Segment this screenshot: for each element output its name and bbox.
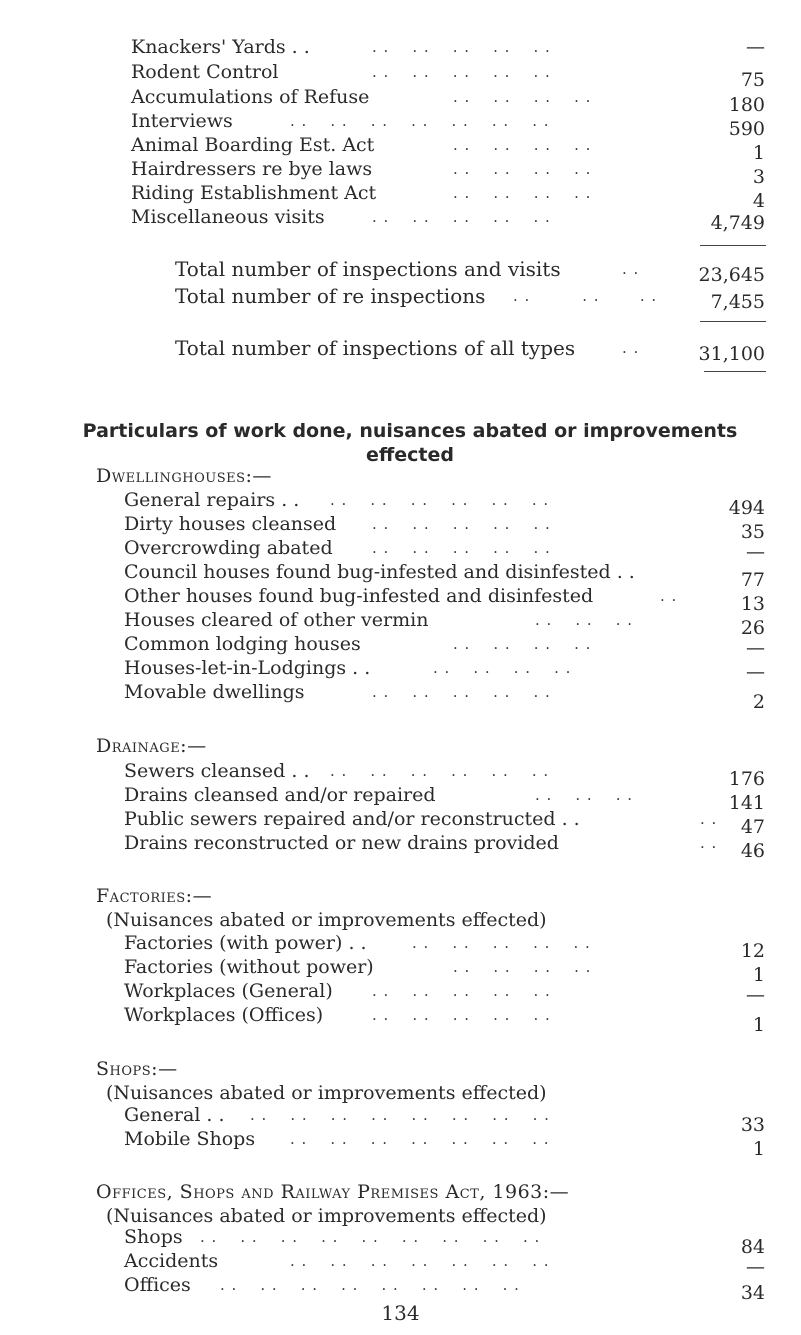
leader-dots: . . . . . . . . . .: [372, 982, 551, 1000]
leader-dots: . . . . . . . .: [453, 136, 592, 154]
leader-dots: . . . . . . . .: [453, 958, 592, 976]
leader-dots: . . . . . .: [535, 611, 634, 629]
list-item: [0, 760, 801, 790]
list-item: [0, 681, 801, 713]
leader-dots: . . . . . . . . . .: [412, 934, 591, 952]
total-label: Total number of inspections of all types: [175, 336, 576, 360]
list-item: [0, 1104, 801, 1136]
list-item: [0, 134, 801, 164]
item-value: 1: [752, 1014, 765, 1036]
item-value: —: [746, 637, 765, 659]
item-value: 4,749: [710, 212, 765, 234]
leader-dots: . . . . . . . . . .: [372, 38, 551, 56]
total-row: [0, 337, 801, 363]
item-label: Accidents: [124, 1250, 219, 1272]
item-label: Animal Boarding Est. Act: [131, 134, 375, 156]
item-label: Public sewers repaired and/or reconstructed . .: [124, 808, 580, 830]
leader-dots: . .: [622, 260, 640, 278]
item-label: Riding Establishment Act: [131, 182, 377, 204]
sum-rule: [700, 321, 766, 322]
list-item: [0, 158, 801, 188]
list-item: [0, 1274, 801, 1304]
item-label: Drains reconstructed or new drains provided: [124, 832, 559, 854]
leader-dots: . . . . . . . .: [453, 635, 592, 653]
leader-dots: . . . . . . . .: [433, 659, 572, 677]
item-value: —: [746, 1256, 765, 1278]
leader-dots: . . . . . . . . . .: [372, 539, 551, 557]
item-label: Dirty houses cleansed: [124, 513, 337, 535]
item-label: Interviews: [131, 110, 233, 132]
list-item: [0, 808, 801, 838]
item-value: 3: [752, 166, 765, 188]
list-item: [0, 561, 801, 591]
leader-dots: . . . . . . . .: [453, 160, 592, 178]
item-value: —: [746, 36, 765, 58]
list-item: [0, 784, 801, 814]
heading-line: effected: [366, 444, 454, 466]
list-item: [0, 36, 801, 62]
item-label: Mobile Shops: [124, 1128, 256, 1150]
item-label: Other houses found bug-infested and disinfested: [124, 585, 594, 607]
item-value: 34: [740, 1282, 765, 1304]
list-item: [0, 537, 801, 563]
total-label: Total number of re inspections: [175, 284, 486, 308]
item-label: General . .: [124, 1104, 225, 1126]
total-value: 23,645: [698, 264, 765, 286]
leader-dots: . . . . . . . . . . . . . . . . . .: [200, 1228, 541, 1246]
list-item: [0, 609, 801, 639]
item-label: Common lodging houses: [124, 633, 361, 655]
item-label: Drains cleansed and/or repaired: [124, 784, 436, 806]
item-label: Sewers cleansed . .: [124, 760, 310, 782]
item-label: Hairdressers re bye laws: [131, 158, 373, 180]
item-value: 1: [752, 1138, 765, 1160]
item-label: Miscellaneous visits: [131, 206, 325, 228]
item-label: Factories (with power) . .: [124, 932, 367, 954]
item-value: 26: [740, 617, 765, 639]
leader-dots: . . . . . .: [513, 287, 658, 305]
list-item: [0, 86, 801, 116]
item-label: Knackers' Yards . .: [131, 36, 310, 58]
item-value: 4: [752, 190, 765, 212]
section-heading: [60, 419, 760, 467]
item-label: Accumulations of Refuse: [131, 86, 370, 108]
list-item: [0, 1226, 801, 1258]
leader-dots: . . . . . . . . . . . . . . . .: [250, 1106, 550, 1124]
shops-subtitle: (Nuisances abated or improvements effected): [106, 1082, 547, 1104]
offices-act-subtitle: (Nuisances abated or improvements effected): [106, 1205, 547, 1227]
item-value: —: [746, 661, 765, 683]
list-item: [0, 657, 801, 683]
heading-line: Particulars of work done, nuisances abated or improvements: [82, 420, 738, 442]
item-value: —: [746, 541, 765, 563]
item-label: Factories (without power): [124, 956, 374, 978]
total-value: 7,455: [710, 291, 765, 313]
list-item: [0, 832, 801, 862]
leader-dots: . . . . . . . . . . . .: [330, 491, 550, 509]
item-value: 1: [752, 964, 765, 986]
total-value: 31,100: [698, 343, 765, 365]
sum-rule: [704, 371, 766, 372]
shops-title: Shops:—: [96, 1058, 178, 1080]
leader-dots: . . . . . . . .: [453, 88, 592, 106]
item-label: Houses-let-in-Lodgings . .: [124, 657, 371, 679]
item-value: 77: [740, 569, 765, 591]
item-value: 47: [740, 816, 765, 838]
item-value: 12: [740, 940, 765, 962]
list-item: [0, 1128, 801, 1160]
leader-dots: . . . . . . . . . . . .: [330, 762, 550, 780]
item-value: 33: [740, 1114, 765, 1136]
item-value: —: [746, 984, 765, 1006]
item-value: 13: [740, 593, 765, 615]
leader-dots: . . . . . . . . . . . . . .: [290, 112, 550, 130]
list-item: [0, 513, 801, 543]
item-label: Houses cleared of other vermin: [124, 609, 429, 631]
leader-dots: . . . . . . . . . .: [372, 63, 551, 81]
leader-dots: . . . . . . . . . .: [372, 1006, 551, 1024]
list-item: [0, 1004, 801, 1036]
item-value: 75: [740, 69, 765, 91]
factories-subtitle: (Nuisances abated or improvements effected): [106, 909, 547, 931]
leader-dots: . . . . . . . . . .: [372, 208, 551, 226]
leader-dots: . . . . . .: [535, 786, 634, 804]
total-row: [0, 258, 801, 284]
drainage-title: Drainage:—: [96, 735, 207, 757]
item-label: Shops: [124, 1226, 183, 1248]
list-item: [0, 585, 801, 615]
item-label: General repairs . .: [124, 489, 300, 511]
item-label: Council houses found bug-infested and disinfested . .: [124, 561, 635, 583]
item-label: Overcrowding abated: [124, 537, 333, 559]
item-value: 494: [728, 497, 765, 519]
total-label: Total number of inspections and visits: [175, 257, 561, 281]
list-item: [0, 61, 801, 91]
item-label: Workplaces (Offices): [124, 1004, 324, 1026]
item-value: 141: [728, 792, 765, 814]
offices-act-title: Offices, Shops and Railway Premises Act, 1963:—: [96, 1181, 570, 1203]
total-row: [0, 285, 801, 311]
item-label: Offices: [124, 1274, 191, 1296]
item-label: Movable dwellings: [124, 681, 305, 703]
leader-dots: . . . . . . . . . . . . . .: [290, 1130, 550, 1148]
leader-dots: . .: [700, 834, 718, 852]
list-item: [0, 932, 801, 962]
list-item: [0, 633, 801, 659]
item-value: 46: [740, 840, 765, 862]
list-item: [0, 1250, 801, 1276]
leader-dots: . .: [700, 810, 718, 828]
item-label: Rodent Control: [131, 61, 279, 83]
list-item: [0, 206, 801, 232]
item-value: 35: [740, 521, 765, 543]
list-item: [0, 956, 801, 986]
leader-dots: . . . . . . . .: [453, 184, 592, 202]
page-number: 134: [381, 1301, 420, 1325]
leader-dots: . .: [660, 587, 678, 605]
item-value: 590: [728, 118, 765, 140]
leader-dots: . .: [622, 339, 640, 357]
list-item: [0, 110, 801, 140]
item-label: Workplaces (General): [124, 980, 333, 1002]
dwellinghouses-title: Dwellinghouses:—: [96, 465, 272, 487]
leader-dots: . . . . . . . . . . . . . .: [290, 1252, 550, 1270]
leader-dots: . . . . . . . . . .: [372, 683, 551, 701]
list-item: [0, 182, 801, 212]
list-item: [0, 489, 801, 519]
item-value: 176: [728, 768, 765, 790]
leader-dots: . . . . . . . . . . . . . . . .: [220, 1276, 520, 1294]
leader-dots: . . . . . . . . . .: [372, 515, 551, 533]
list-item: [0, 980, 801, 1006]
factories-title: Factories:—: [96, 885, 213, 907]
item-value: 1: [752, 142, 765, 164]
item-value: 180: [728, 94, 765, 116]
item-value: 84: [740, 1236, 765, 1258]
item-value: 2: [752, 691, 765, 713]
sum-rule: [700, 245, 766, 246]
